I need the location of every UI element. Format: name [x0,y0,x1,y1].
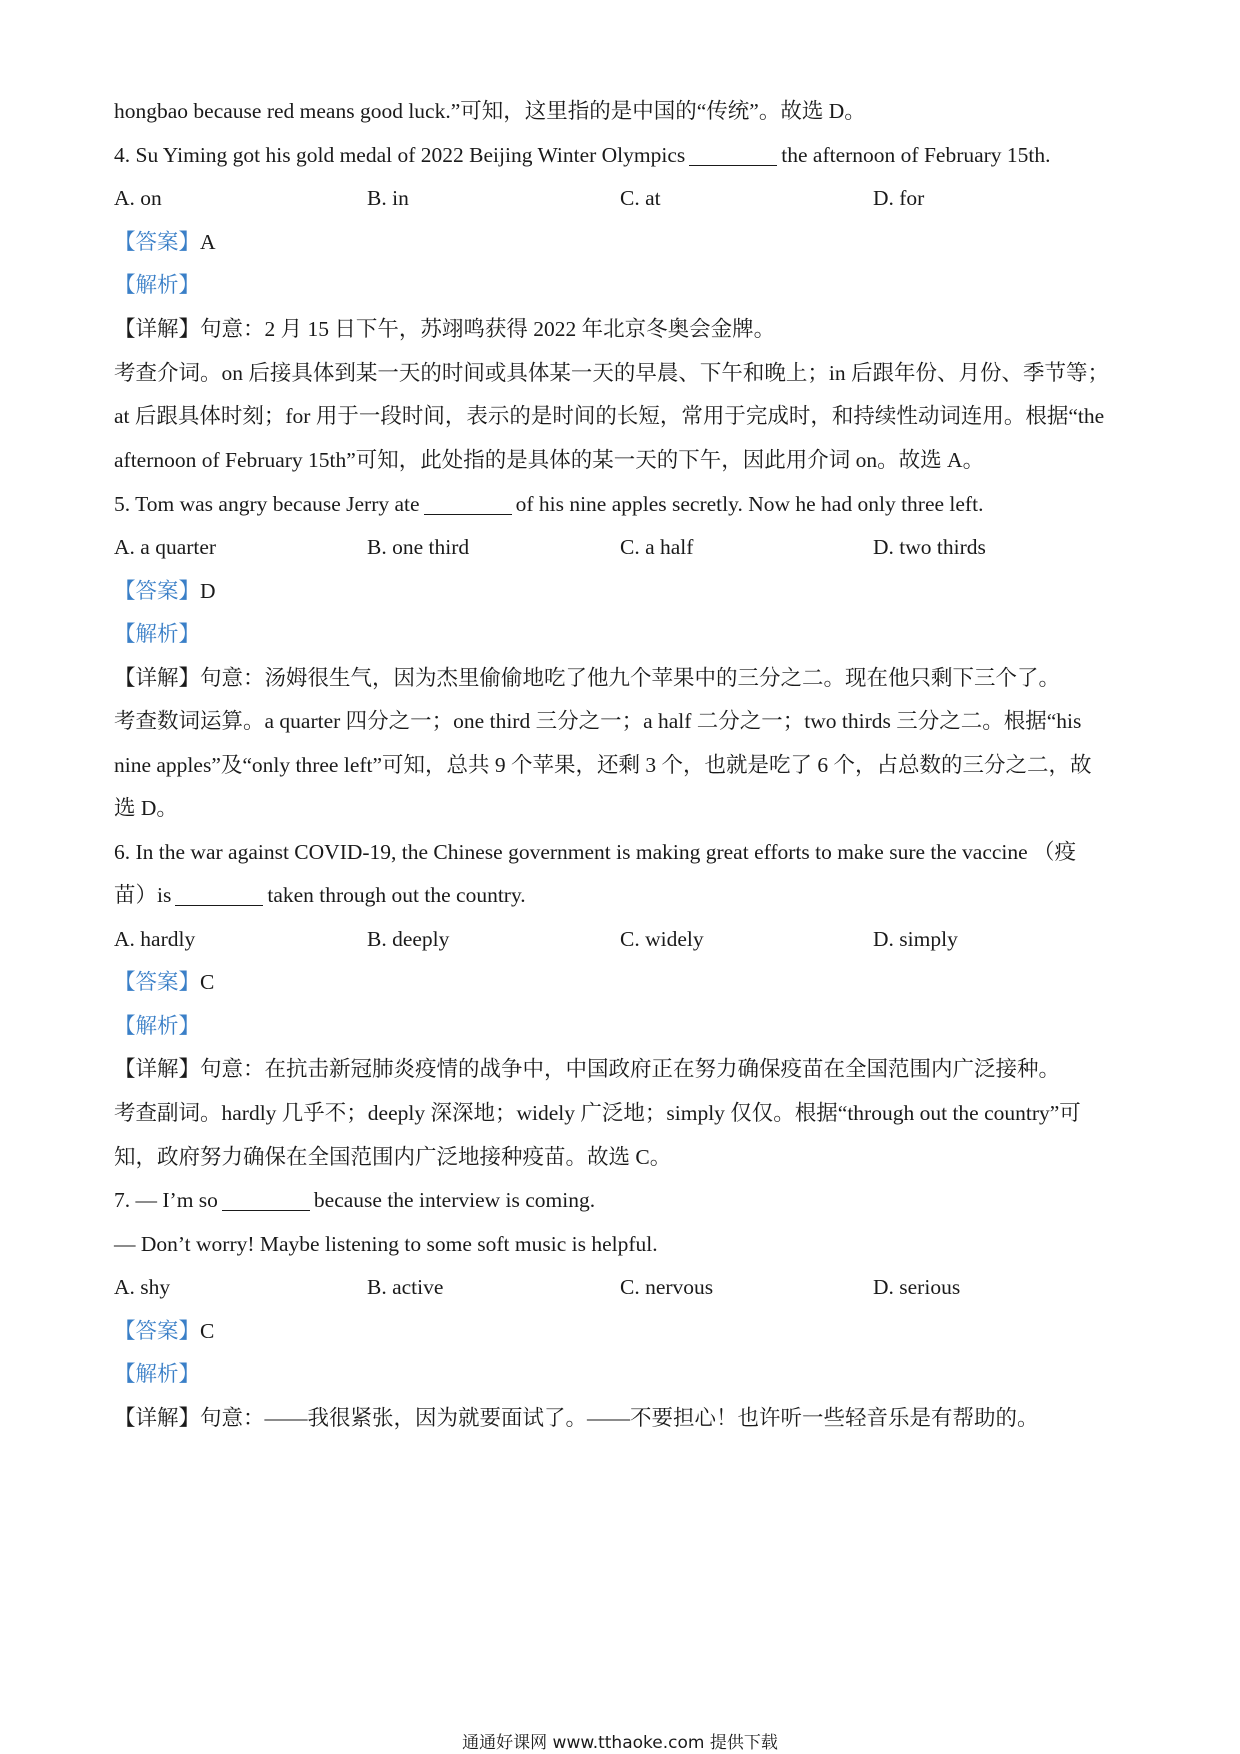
question-text: of his nine apples secretly. Now he had only three left. [515,492,984,516]
option-a: A. hardly [114,927,196,951]
explanation-line: 考查介词。on 后接具体到某一天的时间或具体某一天的早晨、下午和晚上；in 后跟年份、月份、季节等； [114,361,1109,385]
explanation-line: at 后跟具体时刻；for 用于一段时间，表示的是时间的长短，常用于完成时，和持续性动词连用。根据“the [114,404,1105,428]
option-a: A. on [114,186,162,210]
option-b: B. in [367,186,409,210]
answer-line [114,227,216,257]
analysis-line [114,1359,200,1389]
question-6-continued [114,880,526,910]
answer-value: C [200,970,215,994]
explanation-line: nine apples”及“only three left”可知，总共 9 个苹果，还剩 3 个，也就是吃了 6 个，占总数的三分之二，故 [114,753,1092,777]
option-d: D. for [873,186,925,210]
detail-line [114,314,775,344]
option-c: C. a half [620,535,694,559]
analysis-line [114,270,200,300]
answer-blank [689,145,777,166]
text-line: hongbao because red means good luck.”可知，这里指的是中国的“传统”。故选 D。 [114,99,866,123]
option-c: C. nervous [620,1275,714,1299]
analysis-tag: 【解析】 [114,622,201,646]
question-text: 苗）is [114,883,172,907]
page-footer: 通通好课网 www.tthaoke.com 提供下载 [462,1733,778,1753]
option-c: C. at [620,186,661,210]
answer-value: A [200,230,216,254]
option-d: D. simply [873,927,958,951]
option-b: B. active [367,1275,444,1299]
question-7-reply: — Don’t worry! Maybe listening to some soft music is helpful. [114,1232,658,1256]
question-text: 7. — I’m so [114,1188,218,1212]
explanation-line: 考查数词运算。a quarter 四分之一；one third 三分之一；a half 二分之一；two thirds 三分之二。根据“his [114,709,1082,733]
detail-tag: 【详解】 [114,666,201,690]
question-4 [114,140,1051,170]
question-6: 6. In the war against COVID-19, the Chinese government is making great efforts to make sure the vaccine （疫 [114,840,1077,864]
option-b: B. one third [367,535,470,559]
answer-line [114,967,214,997]
question-4-options [114,183,1134,213]
answer-tag: 【答案】 [114,1319,201,1343]
answer-tag: 【答案】 [114,230,201,254]
answer-blank [222,1190,310,1211]
question-text: the afternoon of February 15th. [781,143,1051,167]
detail-line [114,1403,1039,1433]
question-6-options [114,924,1134,954]
question-7-options [114,1272,1134,1302]
option-d: D. two thirds [873,535,986,559]
detail-text: 句意：汤姆很生气，因为杰里偷偷地吃了他九个苹果中的三分之二。现在他只剩下三个了。 [200,666,1061,690]
explanation-line: 选 D。 [114,796,178,820]
option-a: A. shy [114,1275,171,1299]
question-7 [114,1185,595,1215]
analysis-line [114,619,200,649]
detail-tag: 【详解】 [114,1406,201,1430]
option-d: D. serious [873,1275,961,1299]
explanation-line: 知，政府努力确保在全国范围内广泛地接种疫苗。故选 C。 [114,1145,672,1169]
detail-tag: 【详解】 [114,317,201,341]
analysis-tag: 【解析】 [114,1014,201,1038]
question-text: 4. Su Yiming got his gold medal of 2022 Beijing Winter Olympics [114,143,686,167]
answer-line [114,576,216,606]
question-text: 5. Tom was angry because Jerry ate [114,492,420,516]
answer-tag: 【答案】 [114,970,201,994]
analysis-tag: 【解析】 [114,273,201,297]
analysis-line [114,1011,200,1041]
detail-line [114,663,1060,693]
explanation-line: 考查副词。hardly 几乎不；deeply 深深地；widely 广泛地；simply 仅仅。根据“through out the country”可 [114,1101,1081,1125]
answer-line [114,1316,214,1346]
answer-value: D [200,579,216,603]
answer-blank [424,494,512,515]
question-5 [114,489,983,519]
detail-text: 句意：——我很紧张，因为就要面试了。——不要担心！也许听一些轻音乐是有帮助的。 [200,1406,1039,1430]
answer-tag: 【答案】 [114,579,201,603]
answer-value: C [200,1319,215,1343]
analysis-tag: 【解析】 [114,1362,201,1386]
question-text: because the interview is coming. [313,1188,596,1212]
question-5-options [114,532,1134,562]
detail-text: 句意：2 月 15 日下午，苏翊鸣获得 2022 年北京冬奥会金牌。 [200,317,776,341]
detail-tag: 【详解】 [114,1057,201,1081]
option-a: A. a quarter [114,535,217,559]
option-c: C. widely [620,927,704,951]
question-text: taken through out the country. [267,883,526,907]
detail-line [114,1054,1060,1084]
explanation-line: afternoon of February 15th”可知，此处指的是具体的某一天的下午，因此用介词 on。故选 A。 [114,448,985,472]
option-b: B. deeply [367,927,450,951]
detail-text: 句意：在抗击新冠肺炎疫情的战争中，中国政府正在努力确保疫苗在全国范围内广泛接种。 [200,1057,1061,1081]
answer-blank [175,885,263,906]
